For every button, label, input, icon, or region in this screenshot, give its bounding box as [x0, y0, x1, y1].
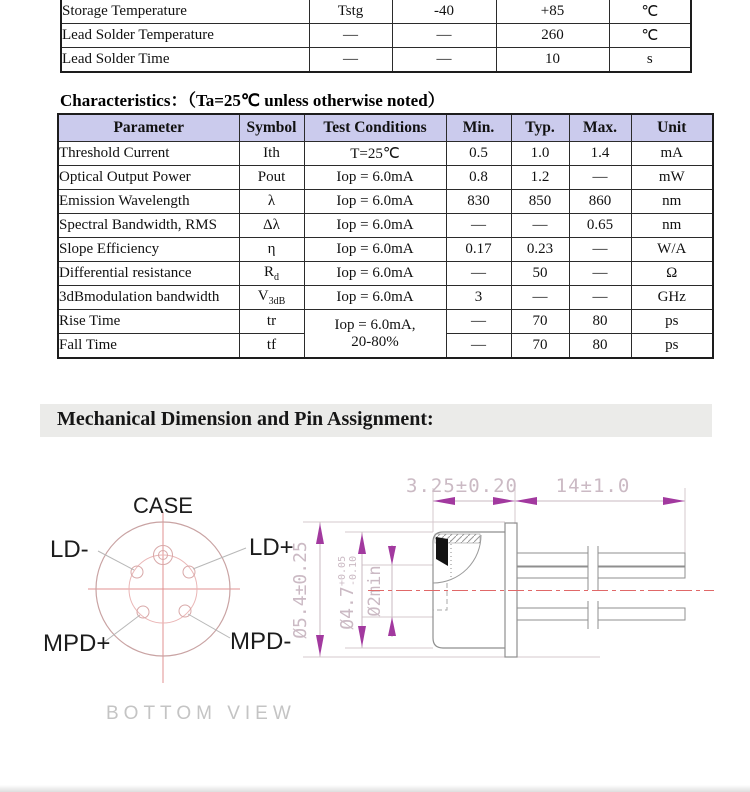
param-cell: Slope Efficiency [58, 238, 239, 262]
table-row [58, 286, 713, 310]
unit-cell: s [609, 48, 691, 73]
characteristics-heading: Characteristics：（Ta=25℃ unless otherwise noted） [60, 91, 445, 110]
max-cell: 10 [496, 48, 609, 73]
typ-cell: 1.2 [511, 166, 569, 190]
symbol-text: R [263, 264, 274, 280]
case-label: CASE [133, 493, 193, 518]
table-row [58, 310, 713, 334]
symbol-cell [239, 166, 304, 190]
unit-cell: mW [631, 166, 713, 190]
typ-cell: — [511, 214, 569, 238]
symbol-cell: — [309, 24, 392, 48]
param-cell: Differential resistance [58, 262, 239, 286]
unit-cell: mA [631, 142, 713, 166]
min-cell: — [446, 214, 511, 238]
table-header-row [58, 114, 713, 142]
symbol-text: tf [266, 337, 277, 353]
mpd-plus-label: MPD+ [43, 630, 111, 657]
max-cell: 260 [496, 24, 609, 48]
dim-length-cap: 3.25±0.20 [406, 475, 518, 497]
ld-minus-label: LD- [50, 536, 89, 563]
param-cell: Storage Temperature [61, 0, 309, 24]
table-row [58, 166, 713, 190]
mechanical-section-heading: Mechanical Dimension and Pin Assignment: [57, 408, 434, 430]
symbol-cell: Tstg [309, 0, 392, 24]
param-cell: Optical Output Power [58, 166, 239, 190]
param-cell: Rise Time [58, 310, 239, 334]
max-cell: 0.65 [569, 214, 631, 238]
unit-cell: Ω [631, 262, 713, 286]
side-view-diagram [290, 475, 714, 657]
ld-minus-leader [98, 551, 134, 570]
max-cell: — [569, 166, 631, 190]
unit-cell: ps [631, 334, 713, 359]
symbol-text: λ [267, 193, 276, 209]
dim-window-diameter: Ø2min [365, 565, 385, 617]
min-cell: 0.8 [446, 166, 511, 190]
typ-cell: 0.23 [511, 238, 569, 262]
table-row [58, 142, 713, 166]
min-cell: — [392, 24, 496, 48]
mpd-minus-label: MPD- [230, 628, 292, 655]
dim-cap-diameter-value: Ø4.7 [337, 586, 358, 630]
symbol-cell [239, 262, 304, 286]
typ-cell: 50 [511, 262, 569, 286]
cond-cell: Iop = 6.0mA [304, 214, 446, 238]
symbol-text: Ith [263, 145, 280, 161]
min-cell: — [446, 310, 511, 334]
param-cell: Threshold Current [58, 142, 239, 166]
cond-cell-merged [304, 310, 446, 359]
symbol-cell [239, 310, 304, 334]
max-cell: — [569, 238, 631, 262]
param-cell: 3dBmodulation bandwidth [58, 286, 239, 310]
col-header-unit: Unit [631, 114, 713, 142]
symbol-text: η [267, 241, 276, 257]
cond-line-1: Iop = 6.0mA, [334, 316, 416, 333]
symbol-subscript: 3dB [268, 296, 286, 307]
typ-cell: — [511, 286, 569, 310]
ld-plus-leader [193, 548, 246, 569]
cond-line-2: 20-80% [351, 333, 399, 350]
page-bottom-edge [0, 785, 750, 792]
max-cell: 860 [569, 190, 631, 214]
characteristics-table [57, 113, 714, 359]
max-cell: — [569, 286, 631, 310]
leads [517, 546, 685, 629]
symbol-text: tr [266, 313, 277, 329]
param-cell: Lead Solder Time [61, 48, 309, 73]
ld-plus-label: LD+ [249, 534, 294, 561]
symbol-cell [239, 142, 304, 166]
param-cell: Fall Time [58, 334, 239, 359]
min-cell: — [392, 48, 496, 73]
param-cell: Emission Wavelength [58, 190, 239, 214]
unit-cell: nm [631, 214, 713, 238]
typ-cell: 70 [511, 334, 569, 359]
bottom-view-diagram [43, 493, 296, 724]
param-cell: Lead Solder Temperature [61, 24, 309, 48]
submount-hidden-line [433, 583, 447, 610]
cond-cell: Iop = 6.0mA [304, 262, 446, 286]
symbol-text: Δλ [263, 217, 280, 233]
symbol-cell [239, 238, 304, 262]
cond-cell: Iop = 6.0mA [304, 190, 446, 214]
unit-cell: GHz [631, 286, 713, 310]
typ-cell: 1.0 [511, 142, 569, 166]
table-row [58, 262, 713, 286]
table-row [58, 238, 713, 262]
cond-cell: Iop = 6.0mA [304, 166, 446, 190]
typ-cell: 70 [511, 310, 569, 334]
symbol-cell [239, 190, 304, 214]
symbol-cell: — [309, 48, 392, 73]
cond-cell: Iop = 6.0mA [304, 238, 446, 262]
max-cell: 80 [569, 310, 631, 334]
cond-cell: Iop = 6.0mA [304, 286, 446, 310]
bottom-view-label: BOTTOM VIEW [106, 703, 296, 724]
col-header-test-conditions: Test Conditions [304, 114, 446, 142]
symbol-cell [239, 214, 304, 238]
min-cell: -40 [392, 0, 496, 24]
table-row [61, 48, 691, 73]
max-cell: 80 [569, 334, 631, 359]
unit-cell: ℃ [609, 0, 691, 24]
typ-cell: 850 [511, 190, 569, 214]
unit-cell: ℃ [609, 24, 691, 48]
max-cell: 1.4 [569, 142, 631, 166]
symbol-cell [239, 334, 304, 359]
table-row [61, 24, 691, 48]
unit-cell: W/A [631, 238, 713, 262]
symbol-cell [239, 286, 304, 310]
symbol-text: Pout [257, 169, 286, 185]
col-header-parameter: Parameter [58, 114, 239, 142]
min-cell: 830 [446, 190, 511, 214]
table-row [61, 0, 691, 24]
col-header-max: Max. [569, 114, 631, 142]
cond-cell: T=25℃ [304, 142, 446, 166]
dim-cap-diameter [337, 556, 359, 630]
mechanical-drawing [0, 440, 750, 740]
laser-chip [436, 537, 448, 566]
dim-cap-tol-minus: -0.10 [348, 555, 359, 586]
section-bar [40, 404, 712, 437]
col-header-typ: Typ. [511, 114, 569, 142]
min-cell: — [446, 262, 511, 286]
max-cell: — [569, 262, 631, 286]
min-cell: 0.5 [446, 142, 511, 166]
col-header-symbol: Symbol [239, 114, 304, 142]
abs-max-ratings-table [60, 0, 692, 73]
min-cell: 3 [446, 286, 511, 310]
table-row [58, 214, 713, 238]
dim-cap-tol-plus: +0.05 [337, 555, 348, 586]
min-cell: 0.17 [446, 238, 511, 262]
unit-cell: ps [631, 310, 713, 334]
dim-flange-diameter: Ø5.4±0.25 [290, 541, 311, 639]
max-cell: +85 [496, 0, 609, 24]
param-cell: Spectral Bandwidth, RMS [58, 214, 239, 238]
col-header-min: Min. [446, 114, 511, 142]
unit-cell: nm [631, 190, 713, 214]
table-row [58, 190, 713, 214]
dim-length-leads: 14±1.0 [555, 475, 631, 497]
symbol-text: V [257, 288, 269, 304]
min-cell: — [446, 334, 511, 359]
symbol-subscript: d [274, 272, 279, 283]
